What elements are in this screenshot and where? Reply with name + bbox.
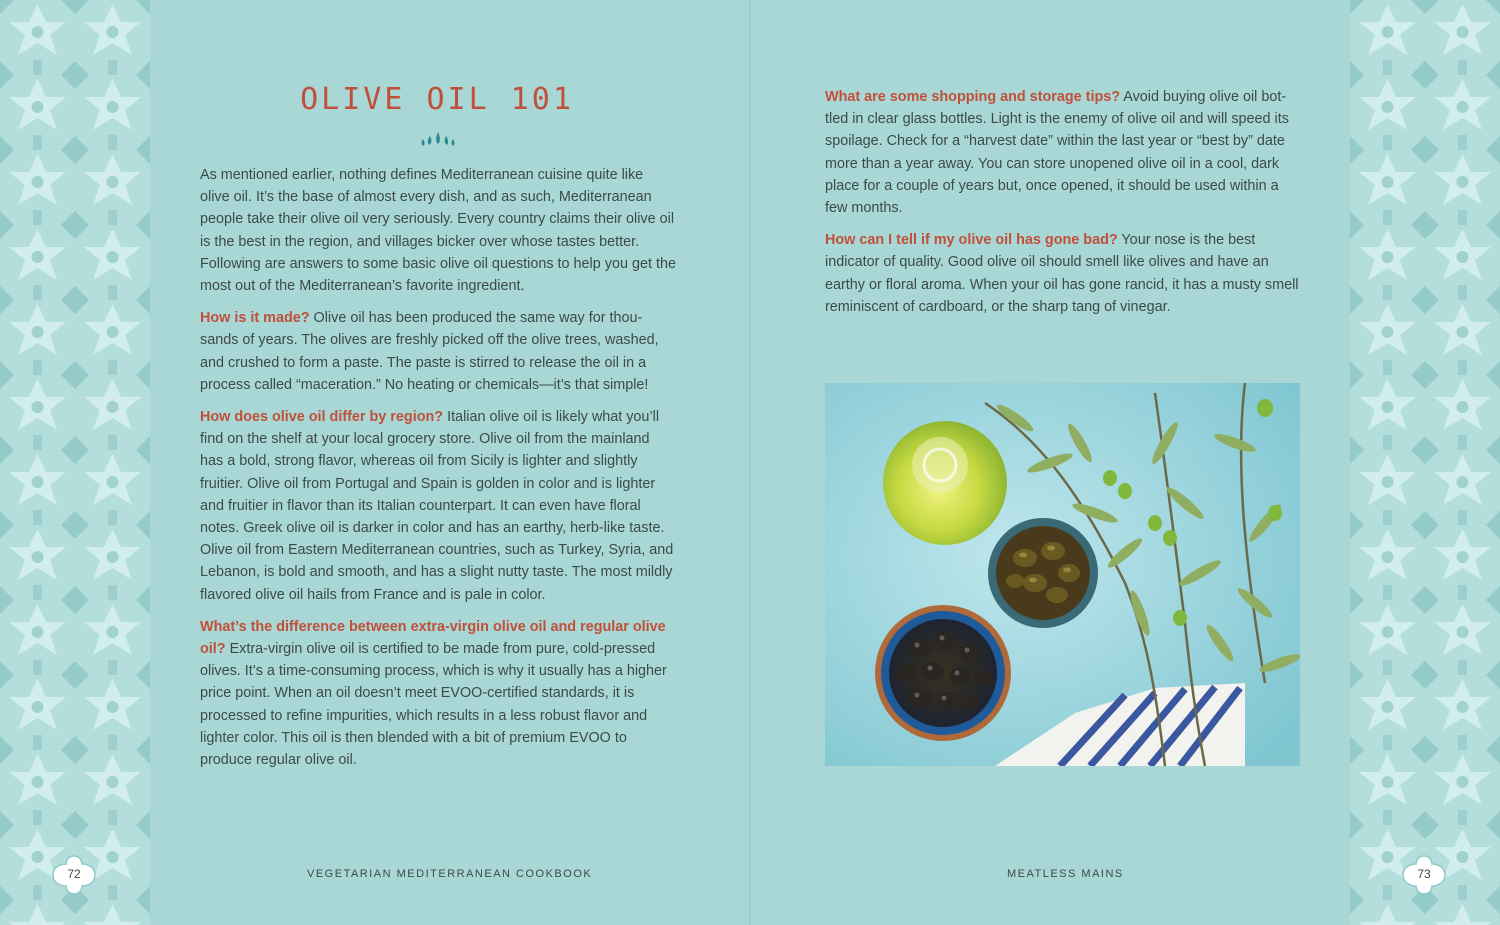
question-heading: What are some shopping and storage tips? — [825, 89, 1121, 105]
page-number-badge — [50, 853, 98, 897]
page-number: 73 — [1417, 867, 1431, 881]
qa-paragraph — [200, 616, 676, 771]
right-text-column — [825, 86, 1301, 328]
answer-text: Olive oil has been produced the same way for thou-sands of years. The olives are freshly picked off the olive trees, washed, and crushed to form a paste. The paste is stirred to release the oil in a process called “maceration.” No heating or chemicals—it’s that simple! — [200, 310, 659, 393]
olive-oil-photo — [825, 383, 1300, 766]
answer-text: Extra-virgin olive oil is certified to be made from pure, cold-pressed olives. It’s a time-consuming process, which is why it usually has a higher price point. When an oil doesn’t meet EVOO-certified standards, it is processed to refine impurities, which results in a less robust flavor and lighter color. This oil is then blended with a bit of premium EVOO to produce regular olive oil. — [200, 641, 667, 769]
right-running-footer: MEATLESS MAINS — [1007, 868, 1124, 880]
droplets-ornament-icon — [420, 130, 456, 150]
page-number-badge — [1400, 853, 1448, 897]
right-tile-border — [1350, 0, 1500, 925]
intro-paragraph: As mentioned earlier, nothing defines Mediterranean cuisine quite like olive oil. It’s the base of almost every dish, and as such, Mediterranean people take their olive oil very seriously. Every country claims their olive oil is the best in the region, and villages bicker over whose tastes better. Following are answers to some basic olive oil questions to help you get the most out of the Mediterranean’s favorite ingredient. — [200, 167, 676, 295]
qa-paragraph — [200, 307, 676, 396]
page-title: OLIVE OIL 101 — [300, 82, 574, 117]
left-text-column — [200, 164, 676, 781]
left-tile-border — [0, 0, 150, 925]
book-gutter — [749, 0, 751, 925]
answer-text: Your nose is the best indicator of quality. Good olive oil should smell like olives and have an earthy or floral aroma. When your oil has gone rancid, it has a musty smell reminiscent of cardboard, or the sharp tang of vinegar. — [825, 232, 1299, 315]
left-running-footer: VEGETARIAN MEDITERRANEAN COOKBOOK — [307, 868, 593, 880]
question-heading: How does olive oil differ by region? — [200, 409, 444, 426]
answer-text: Avoid buying olive oil bot-tled in clear glass bottles. Light is the enemy of olive oil and will speed its spoilage. Check for a “harvest date” within the last year or “best by” date more than a year away. You can store unopened olive oil in a cool, dark place for a couple of years but, once opened, it should be used within a few months. — [825, 89, 1289, 217]
question-heading: How can I tell if my olive oil has gone bad? — [825, 232, 1118, 249]
qa-paragraph — [825, 86, 1301, 219]
question-heading: What’s the difference between extra-virgin olive oil and regular olive oil? — [200, 618, 666, 658]
qa-paragraph — [825, 229, 1301, 318]
page-number: 72 — [67, 867, 81, 881]
answer-text: Italian olive oil is likely what you’ll find on the shelf at your local grocery store. Olive oil from the mainland has a bold, strong flavor, whereas oil from Sicily is lighter and slightly fruitier. Olive oil from Portugal and Spain is golden in color and is lighter and fruitier in flavor than its Italian counterpart. It can even have floral notes. Greek olive oil is darker in color and has an earthy, herb-like taste. Olive oil from Eastern Mediterranean countries, such as Turkey, Syria, and Lebanon, is bold and smooth, and has a slight nutty taste. The most mildly flavored olive oil hails from France and is pale in color. — [200, 409, 674, 603]
qa-paragraph — [200, 406, 676, 606]
question-heading: How is it made? — [200, 310, 310, 327]
